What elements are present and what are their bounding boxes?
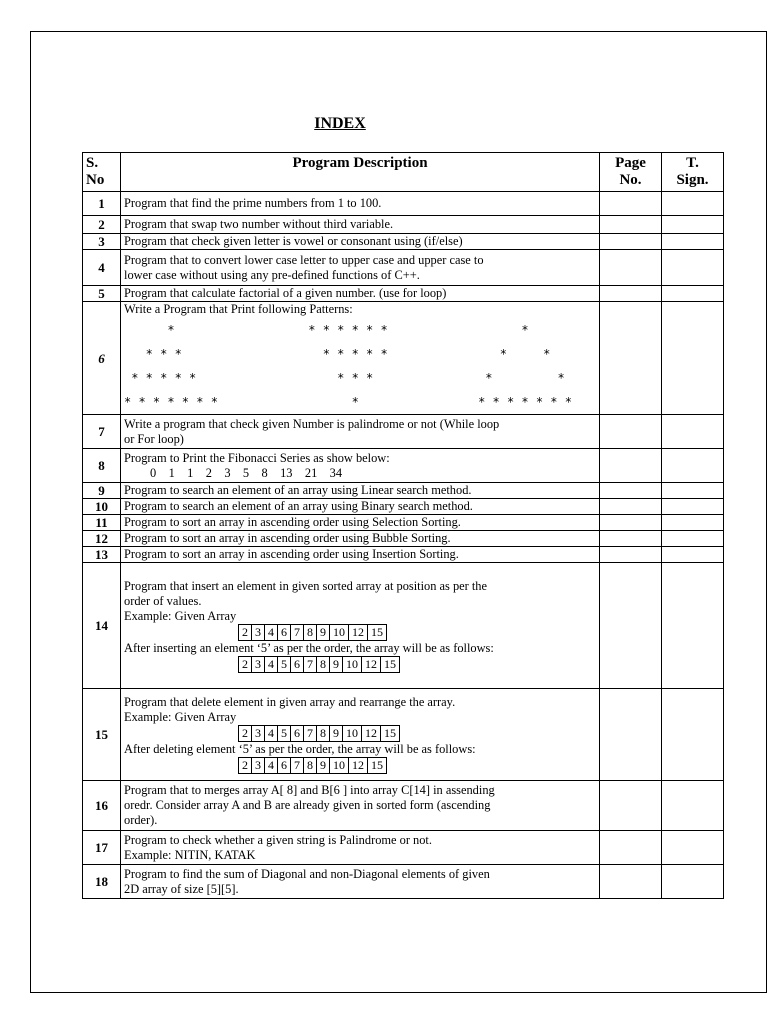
program-description	[121, 449, 600, 483]
array-cell: 3	[252, 656, 265, 672]
array-cell: 8	[304, 758, 317, 774]
header-row	[83, 153, 724, 192]
description-line: Program to sort an array in ascending order using Bubble Sorting.	[124, 531, 451, 545]
teacher-sign-cell	[662, 483, 724, 499]
teacher-sign-cell	[662, 831, 724, 865]
result-array-wrap	[124, 656, 596, 673]
array-cell: 4	[265, 726, 278, 742]
given-array-wrap	[124, 624, 596, 641]
serial-number: 13	[83, 547, 121, 563]
program-description	[121, 250, 600, 286]
program-description	[121, 515, 600, 531]
serial-number: 5	[83, 286, 121, 302]
description-line: Example: Given Array	[124, 608, 237, 623]
array-cell: 10	[330, 758, 349, 774]
table-row	[83, 865, 724, 899]
array-cell: 6	[278, 758, 291, 774]
description-line: Program to sort an array in ascending order using Insertion Sorting.	[124, 547, 459, 561]
program-description	[121, 689, 600, 781]
program-description	[121, 865, 600, 899]
serial-number: 3	[83, 234, 121, 250]
array-cell: 7	[291, 624, 304, 640]
serial-number: 18	[83, 865, 121, 899]
array-cell: 9	[317, 758, 330, 774]
teacher-sign-cell	[662, 531, 724, 547]
page-no-cell	[600, 689, 662, 781]
teacher-sign-cell	[662, 250, 724, 286]
description-line: Program to search an element of an array using Binary search method.	[124, 499, 473, 513]
page-no-cell	[600, 216, 662, 234]
description-line: Program to sort an array in ascending order using Selection Sorting.	[124, 515, 461, 529]
program-description	[121, 216, 600, 234]
array-row	[239, 758, 387, 774]
page-no-cell	[600, 781, 662, 831]
description-line: After deleting element ‘5’ as per the order, the array will be as follows:	[124, 742, 476, 756]
array-cell: 3	[252, 758, 265, 774]
serial-number: 2	[83, 216, 121, 234]
serial-number: 9	[83, 483, 121, 499]
array-cell: 3	[252, 624, 265, 640]
description-line: 2D array of size [5][5].	[124, 881, 239, 896]
table-row	[83, 250, 724, 286]
result-array	[238, 757, 387, 774]
result-array	[238, 656, 400, 673]
array-cell: 10	[343, 656, 362, 672]
description-line: Write a Program that Print following Patterns:	[124, 302, 353, 316]
description-line: Program that find the prime numbers from 1 to 100.	[124, 196, 382, 210]
table-row	[83, 415, 724, 449]
array-cell: 5	[278, 656, 291, 672]
page-no-cell	[600, 250, 662, 286]
description-line: Write a program that check given Number is palindrome or not (While loop	[124, 416, 500, 431]
array-cell: 2	[239, 624, 252, 640]
table-row	[83, 515, 724, 531]
array-cell: 2	[239, 656, 252, 672]
description-line: Program to check whether a given string is Palindrome or not.	[124, 832, 432, 847]
table-row	[83, 286, 724, 302]
given-array-wrap	[124, 725, 596, 742]
program-description	[121, 781, 600, 831]
page-no-cell	[600, 234, 662, 250]
description-line: Program that check given letter is vowel or consonant using (if/else)	[124, 234, 463, 248]
header-teacher-sign: T. Sign.	[662, 153, 724, 192]
array-cell: 12	[362, 726, 381, 742]
program-description	[121, 499, 600, 515]
array-cell: 15	[368, 624, 387, 640]
array-cell: 12	[349, 624, 368, 640]
teacher-sign-cell	[662, 415, 724, 449]
header-sno: S. No	[83, 153, 121, 192]
array-cell: 10	[330, 624, 349, 640]
table-row	[83, 449, 724, 483]
page-no-cell	[600, 515, 662, 531]
serial-number: 1	[83, 192, 121, 216]
page-no-cell	[600, 449, 662, 483]
description-line: Program that to merges array A[ 8] and B[6 ] into array C[14] in assending	[124, 783, 495, 797]
description-line: Program to search an element of an array using Linear search method.	[124, 483, 472, 497]
teacher-sign-cell	[662, 563, 724, 689]
serial-number: 16	[83, 781, 121, 831]
page-no-cell	[600, 483, 662, 499]
serial-number: 11	[83, 515, 121, 531]
teacher-sign-cell	[662, 547, 724, 563]
page-no-cell	[600, 192, 662, 216]
table-row	[83, 483, 724, 499]
program-description	[121, 286, 600, 302]
array-cell: 7	[304, 656, 317, 672]
array-cell: 8	[304, 624, 317, 640]
array-cell: 15	[368, 758, 387, 774]
page-no-cell	[600, 531, 662, 547]
page-no-cell	[600, 547, 662, 563]
pattern-3: * * * * * * * * * * * *	[478, 323, 572, 409]
result-array-wrap	[124, 757, 596, 774]
description-line: Example: NITIN, KATAK	[124, 847, 256, 862]
description-line: Program that insert an element in given sorted array at position as per the	[124, 578, 488, 593]
array-cell: 6	[291, 656, 304, 672]
table-row	[83, 531, 724, 547]
teacher-sign-cell	[662, 865, 724, 899]
array-cell: 2	[239, 758, 252, 774]
array-cell: 12	[362, 656, 381, 672]
page-no-cell	[600, 563, 662, 689]
description-line: Program to Print the Fibonacci Series as show below:	[124, 450, 390, 465]
table-row	[83, 689, 724, 781]
array-cell: 8	[317, 726, 330, 742]
description-line: Program that to convert lower case letter to upper case and upper case to	[124, 252, 484, 267]
teacher-sign-cell	[662, 515, 724, 531]
description-line: Program to find the sum of Diagonal and non-Diagonal elements of given	[124, 866, 490, 881]
array-row	[239, 624, 387, 640]
description-line: or For loop)	[124, 431, 184, 446]
teacher-sign-cell	[662, 216, 724, 234]
array-cell: 9	[317, 624, 330, 640]
array-row	[239, 656, 400, 672]
array-cell: 8	[317, 656, 330, 672]
serial-number: 6	[83, 302, 121, 415]
description-line: After inserting an element ‘5’ as per the order, the array will be as follows:	[124, 640, 494, 655]
patterns	[124, 318, 596, 414]
program-description	[121, 302, 600, 415]
teacher-sign-cell	[662, 449, 724, 483]
given-array	[238, 725, 400, 742]
header-description: Program Description	[121, 153, 600, 192]
serial-number: 10	[83, 499, 121, 515]
array-cell: 9	[330, 726, 343, 742]
array-cell: 3	[252, 726, 265, 742]
array-cell: 10	[343, 726, 362, 742]
page-no-cell	[600, 286, 662, 302]
fibonacci-series: 0 1 1 2 3 5 8 13 21 34	[150, 465, 343, 480]
teacher-sign-cell	[662, 192, 724, 216]
array-cell: 9	[330, 656, 343, 672]
serial-number: 14	[83, 563, 121, 689]
program-description	[121, 547, 600, 563]
description-line: Program that delete element in given array and rearrange the array.	[124, 695, 456, 709]
serial-number: 7	[83, 415, 121, 449]
array-cell: 6	[291, 726, 304, 742]
table-row	[83, 302, 724, 415]
header-page-no: Page No.	[600, 153, 662, 192]
page-no-cell	[600, 415, 662, 449]
description-line: Example: Given Array	[124, 710, 237, 724]
description-line: oredr. Consider array A and B are already given in sorted form (ascending	[124, 798, 491, 812]
table-row	[83, 499, 724, 515]
table-row	[83, 781, 724, 831]
description-line: Program that swap two number without third variable.	[124, 217, 394, 231]
program-description	[121, 563, 600, 689]
table-row	[83, 192, 724, 216]
table-row	[83, 216, 724, 234]
array-cell: 4	[265, 624, 278, 640]
array-cell: 4	[265, 656, 278, 672]
teacher-sign-cell	[662, 286, 724, 302]
array-cell: 15	[381, 656, 400, 672]
array-cell: 2	[239, 726, 252, 742]
description-line: Program that calculate factorial of a given number. (use for loop)	[124, 286, 447, 300]
index-table	[82, 152, 724, 899]
program-description	[121, 483, 600, 499]
serial-number: 4	[83, 250, 121, 286]
description-line: order).	[124, 813, 158, 827]
given-array	[238, 624, 387, 641]
array-cell: 4	[265, 758, 278, 774]
array-cell: 12	[349, 758, 368, 774]
description-line: order of values.	[124, 593, 202, 608]
page-no-cell	[600, 865, 662, 899]
array-row	[239, 726, 400, 742]
serial-number: 17	[83, 831, 121, 865]
array-cell: 5	[278, 726, 291, 742]
array-cell: 7	[291, 758, 304, 774]
table-row	[83, 831, 724, 865]
array-cell: 6	[278, 624, 291, 640]
table-row	[83, 234, 724, 250]
page-no-cell	[600, 831, 662, 865]
teacher-sign-cell	[662, 781, 724, 831]
program-description	[121, 415, 600, 449]
description-line: lower case without using any pre-defined functions of C++.	[124, 267, 420, 282]
serial-number: 12	[83, 531, 121, 547]
pattern-2: * * * * * * * * * * * * * * *	[308, 323, 388, 409]
teacher-sign-cell	[662, 499, 724, 515]
page-no-cell	[600, 302, 662, 415]
teacher-sign-cell	[662, 302, 724, 415]
program-description	[121, 831, 600, 865]
page-no-cell	[600, 499, 662, 515]
program-description	[121, 192, 600, 216]
serial-number: 15	[83, 689, 121, 781]
program-description	[121, 234, 600, 250]
program-description	[121, 531, 600, 547]
pattern-1: * * * * * * * * * * * * * * * *	[124, 323, 218, 409]
teacher-sign-cell	[662, 234, 724, 250]
teacher-sign-cell	[662, 689, 724, 781]
array-cell: 15	[381, 726, 400, 742]
array-cell: 7	[304, 726, 317, 742]
page-title: INDEX	[314, 115, 366, 132]
table-row	[83, 547, 724, 563]
table-row	[83, 563, 724, 689]
serial-number: 8	[83, 449, 121, 483]
